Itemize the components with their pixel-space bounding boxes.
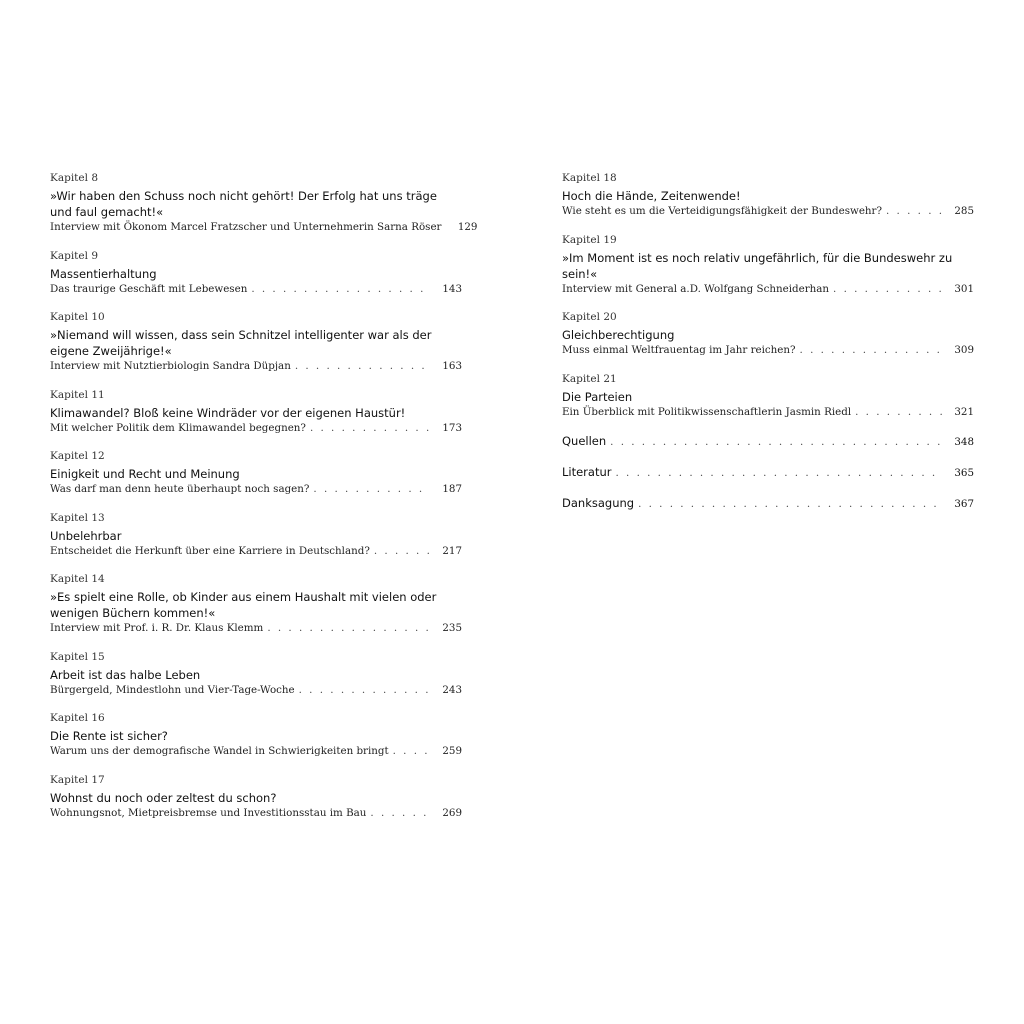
page-number: 365 [954,467,974,479]
page-number: 309 [954,344,974,356]
chapter-subtitle-row [562,282,974,297]
toc-entry [50,774,462,821]
chapter-subtitle: Interview mit Nutztierbiologin Sandra Düpjan [50,360,291,372]
chapter-subtitle-row [50,806,462,821]
toc-right-column [562,172,974,527]
chapter-subtitle-row [50,421,462,436]
back-matter-title: Quellen [562,434,607,448]
chapter-title: »Im Moment ist es noch relativ ungefährlich, für die Bundeswehr zu sein!« [562,250,953,281]
dot-leader [855,405,942,420]
chapter-number: Kapitel 14 [50,573,105,585]
dot-leader [638,498,942,510]
chapter-number: Kapitel 16 [50,712,105,724]
chapter-subtitle-row [50,282,462,297]
back-matter-title: Literatur [562,465,612,479]
dot-leader [374,544,430,559]
toc-left-column [50,172,478,835]
page-number: 163 [442,360,462,372]
chapter-number: Kapitel 21 [562,372,617,385]
chapter-subtitle: Mit welcher Politik dem Klimawandel begegnen? [50,421,306,434]
toc-entry [50,250,462,297]
chapter-title: Klimawandel? Bloß keine Windräder vor der eigenen Haustür! [50,405,406,420]
dot-leader [299,683,430,698]
chapter-number: Kapitel 12 [50,450,105,462]
dot-leader [610,436,942,448]
page-number: 301 [954,282,974,295]
chapter-subtitle: Warum uns der demografische Wandel in Schwierigkeiten bringt [50,745,389,757]
chapter-title: Die Rente ist sicher? [50,729,168,743]
page-number: 235 [442,622,462,634]
dot-leader [295,359,430,374]
chapter-subtitle: Was darf man denn heute überhaupt noch sagen? [50,483,310,495]
chapter-title: Massentierhaltung [50,266,157,281]
page-number: 321 [954,405,974,418]
chapter-title: Gleichberechtigung [562,328,675,342]
page-number: 173 [442,421,462,434]
chapter-number: Kapitel 8 [50,172,98,184]
chapter-subtitle: Muss einmal Weltfrauentag im Jahr reichen? [562,344,796,356]
page-number: 269 [442,806,462,819]
dot-leader [800,343,942,358]
toc-entry [50,573,462,636]
chapter-subtitle-row [562,204,974,219]
toc-entry [50,172,478,235]
chapter-subtitle-row [50,220,478,235]
page-number: 348 [954,436,974,448]
dot-leader [616,467,943,479]
page-number: 259 [442,745,462,757]
chapter-subtitle-row [562,405,974,420]
toc-entry [50,389,462,436]
toc-entry [562,373,974,420]
back-matter [562,434,974,527]
chapter-number: Kapitel 11 [50,388,105,401]
toc-entry [562,311,974,358]
dot-leader [370,806,430,821]
chapter-title: »Wir haben den Schuss noch nicht gehört! Der Erfolg hat uns träge und faul gemacht!« [50,189,437,219]
chapter-subtitle-row [50,621,462,636]
dot-leader [886,204,942,219]
chapter-subtitle: Ein Überblick mit Politikwissenschaftlerin Jasmin Riedl [562,405,852,418]
back-matter-entry [562,496,974,527]
chapter-subtitle: Entscheidet die Herkunft über eine Karriere in Deutschland? [50,544,370,557]
dot-leader [251,282,430,297]
dot-leader [267,621,430,636]
chapter-title: Wohnst du noch oder zeltest du schon? [50,790,277,805]
toc-entry [50,512,462,559]
chapter-title: »Es spielt eine Rolle, ob Kinder aus einem Haushalt mit vielen oder wenigen Büchern kommen!« [50,590,437,620]
chapter-title: Die Parteien [562,389,633,404]
chapter-subtitle: Wohnungsnot, Mietpreisbremse und Investitionsstau im Bau [50,806,367,819]
toc-entry [50,651,462,698]
chapter-number: Kapitel 18 [562,172,617,184]
toc-entry [562,172,974,219]
chapter-subtitle-row [50,359,462,374]
chapter-number: Kapitel 13 [50,511,105,524]
chapter-subtitle: Wie steht es um die Verteidigungsfähigkeit der Bundeswehr? [562,205,883,217]
chapter-title: Arbeit ist das halbe Leben [50,667,201,682]
chapter-subtitle: Interview mit General a.D. Wolfgang Schneiderhan [562,282,830,295]
dot-leader [310,421,430,436]
page-number: 243 [442,683,462,696]
chapter-number: Kapitel 17 [50,773,105,786]
chapter-title: Einigkeit und Recht und Meinung [50,467,240,481]
dot-leader [313,482,430,497]
chapter-subtitle-row [562,343,974,358]
dot-leader [393,744,430,759]
chapter-subtitle-row [50,544,462,559]
dot-leader [833,282,942,297]
chapter-number: Kapitel 9 [50,249,98,262]
toc-entry [562,234,974,297]
chapter-subtitle: Bürgergeld, Mindestlohn und Vier-Tage-Woche [50,683,295,696]
back-matter-entry [562,434,974,465]
chapter-subtitle-row [50,744,462,759]
page-number: 187 [442,483,462,495]
back-matter-title: Danksagung [562,496,635,510]
chapter-number: Kapitel 19 [562,233,617,246]
toc-entry [50,712,462,759]
page-number: 143 [442,282,462,295]
chapter-subtitle-row [50,482,462,497]
page-number: 367 [954,498,974,510]
chapter-number: Kapitel 10 [50,311,105,323]
back-matter-entry [562,465,974,496]
toc-entry [50,450,462,497]
chapter-subtitle: Interview mit Prof. i. R. Dr. Klaus Klemm [50,622,264,634]
page-number: 129 [457,221,478,233]
chapter-subtitle: Das traurige Geschäft mit Lebewesen [50,282,248,295]
chapter-title: Unbelehrbar [50,528,122,543]
chapter-title: Hoch die Hände, Zeitenwende! [562,189,741,203]
chapter-number: Kapitel 15 [50,650,105,663]
toc-entry [50,311,462,374]
chapter-subtitle: Interview mit Ökonom Marcel Fratzscher und Unternehmerin Sarna Röser [50,221,442,233]
chapter-number: Kapitel 20 [562,311,617,323]
chapter-title: »Niemand will wissen, dass sein Schnitzel intelligenter war als der eigene Zweijährige!« [50,328,432,358]
page-number: 285 [954,205,974,217]
page-number: 217 [442,544,462,557]
chapter-subtitle-row [50,683,462,698]
